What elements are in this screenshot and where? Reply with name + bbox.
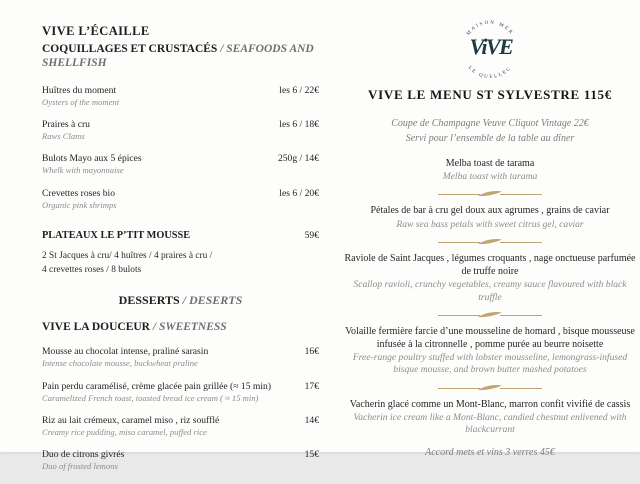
- item-row: [42, 346, 319, 357]
- right-column: [344, 8, 636, 458]
- ornament-divider: [438, 309, 542, 320]
- intro-line-champagne: Coupe de Champagne Veuve Cliquot Vintage 22€: [391, 118, 589, 129]
- menu-item-citrons-givres: [42, 449, 319, 471]
- desserts-heading: [42, 293, 319, 308]
- menu-item-crevettes: [42, 188, 319, 210]
- logo-arc-top-text: MAISON MER: [466, 20, 514, 37]
- menu-item-praires: [42, 119, 319, 141]
- item-price: 16€: [304, 346, 319, 358]
- item-name: Duo de citrons givrés: [42, 449, 125, 461]
- item-price: 14€: [304, 414, 319, 426]
- menu-item-mousse-chocolat: [42, 346, 319, 368]
- menu-item-bulots: [42, 153, 319, 175]
- item-translation: Duo of frosted lemons: [42, 461, 118, 472]
- item-row: [42, 85, 319, 96]
- platter-desc-line1: 2 St Jacques à cru/ 4 huîtres / 4 praires à cru /: [42, 251, 213, 261]
- sweetness-heading-french: VIVE LA DOUCEUR: [42, 321, 150, 334]
- course-french: Volaille fermière farcie d’une mousseline de homard , bisque mousseuse infusée à la citronnelle , pomme purée au beurre noisette: [345, 325, 635, 350]
- item-name: Bulots Mayo aux 5 épices: [42, 153, 142, 165]
- desserts-heading-english: / DESERTS: [179, 293, 243, 308]
- platter-row: [42, 230, 319, 241]
- course-volaille-fermiere: [344, 325, 636, 377]
- logo-monogram: ViVE: [469, 34, 513, 60]
- item-row: [42, 381, 319, 392]
- item-row: [42, 153, 319, 164]
- item-row: [42, 119, 319, 130]
- course-raviole-st-jacques: [344, 252, 636, 304]
- item-price: les 6 / 20€: [279, 187, 319, 199]
- item-translation: Intense chocolate mousse, buckwheat praline: [42, 358, 198, 369]
- course-english: Raw sea bass petals with sweet citrus gel, caviar: [396, 218, 584, 230]
- ornament-divider: [438, 188, 542, 199]
- wine-pairing-note: Accord mets et vins 3 verres 45€: [425, 447, 555, 459]
- item-price: les 6 / 18€: [279, 119, 319, 131]
- item-translation: Organic pink shrimps: [42, 199, 117, 210]
- restaurant-logo: [453, 8, 527, 82]
- course-vacherin-glace: [344, 398, 636, 437]
- menu-item-pain-perdu: [42, 381, 319, 403]
- course-french: Vacherin glacé comme un Mont-Blanc, marron confit vivifié de cassis: [349, 398, 631, 410]
- item-name: Praires à cru: [42, 119, 90, 131]
- item-price: les 6 / 22€: [279, 84, 319, 96]
- intro-line-service: Servi pour l’ensemble de la table au dîner: [405, 133, 575, 144]
- item-price: 17€: [304, 380, 319, 392]
- course-french: Pétales de bar à cru gel doux aux agrumes , grains de caviar: [370, 205, 610, 217]
- section-title-ecaille: VIVE L’ÉCAILLE: [42, 24, 150, 38]
- course-french: Raviole de Saint Jacques , légumes croquants , nage onctueuse parfumée de truffe noire: [344, 252, 636, 278]
- menu-item-huitres: [42, 85, 319, 107]
- course-english: Vacherin ice cream like a Mont-Blanc, candied chestnut enlivened with blackcurrant: [353, 411, 627, 436]
- subtitle-french: COQUILLAGES ET CRUSTACÉS: [42, 43, 218, 55]
- course-french: Melba toast de tarama: [445, 158, 535, 169]
- platter-section: [42, 230, 319, 277]
- item-translation: Creamy rice pudding, miso caramel, puffed rice: [42, 426, 207, 437]
- item-price: 250g / 14€: [277, 153, 319, 165]
- item-row: [42, 449, 319, 460]
- desserts-heading-french: DESSERTS: [118, 293, 180, 308]
- course-tarama: [344, 157, 636, 183]
- item-translation: Whelk with mayonnaise: [42, 165, 124, 176]
- sweetness-heading-english: / SWEETNESS: [150, 321, 227, 334]
- platter-price: 59€: [304, 230, 319, 241]
- left-column: [42, 24, 319, 484]
- course-english: Melba toast with tarama: [442, 171, 538, 183]
- platter-desc-line2: 4 crevettes roses / 8 bulots: [42, 264, 142, 275]
- course-english: Scallop ravioli, crunchy vegetables, creamy sauce flavoured with black truffle: [353, 279, 627, 303]
- sweetness-heading: [42, 321, 319, 333]
- item-name: Crevettes roses bio: [42, 187, 116, 199]
- ornament-divider: [438, 382, 542, 393]
- item-name: Mousse au chocolat intense, praliné sarasin: [42, 346, 209, 358]
- svg-text:LE QUELLEC: [467, 66, 513, 80]
- item-row: [42, 415, 319, 426]
- menu-intro: [344, 116, 636, 146]
- vive-logo-graphic: [453, 8, 527, 82]
- course-english: Free-range poultry stuffed with lobster mousseline, lemongrass-infused bisque mousse, and brown butter mashed potatoes: [352, 352, 628, 376]
- item-translation: Oysters of the moment: [42, 96, 120, 107]
- item-row: [42, 188, 319, 199]
- menu-heading: VIVE LE MENU ST SYLVESTRE 115€: [368, 87, 612, 102]
- logo-arc-bottom-text: LE QUELLEC: [466, 65, 514, 81]
- platter-description: [42, 250, 319, 277]
- menu-item-riz-au-lait: [42, 415, 319, 437]
- item-name: Huîtres du moment: [42, 84, 117, 96]
- item-price: 15€: [304, 449, 319, 461]
- item-translation: Raws Clams: [42, 131, 85, 142]
- item-translation: Caramelized French toast, toasted bread ice cream ( ≈ 15 min): [42, 392, 259, 403]
- section-subtitle-shellfish: [42, 42, 319, 71]
- course-petales-de-bar: [344, 204, 636, 230]
- item-name: Pain perdu caramélisé, crème glacée pain grillée (≈ 15 min): [42, 380, 272, 392]
- platter-name: PLATEAUX LE P’TIT MOUSSE: [42, 230, 191, 241]
- item-name: Riz au lait crémeux, caramel miso , riz soufflé: [42, 414, 220, 426]
- ornament-divider: [438, 236, 542, 247]
- subtitle-english: / SEAFOODS AND SHELLFISH: [42, 43, 314, 70]
